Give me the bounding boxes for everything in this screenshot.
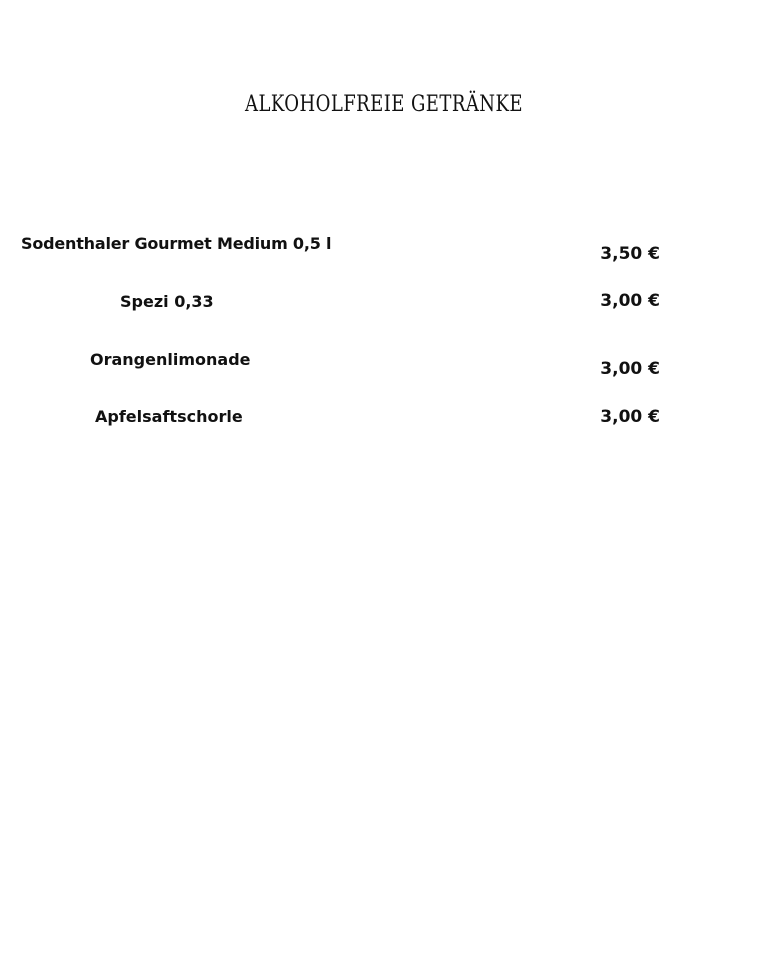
menu-title: ALKOHOLFREIE GETRÄNKE <box>245 92 523 117</box>
menu-item-name: Orangenlimonade <box>90 350 251 369</box>
menu-item-price: 3,00 € <box>600 359 660 379</box>
menu-item-price: 3,00 € <box>600 407 660 427</box>
menu-item-name: Sodenthaler Gourmet Medium 0,5 l <box>21 234 332 253</box>
menu-item-price: 3,00 € <box>600 291 660 311</box>
menu-item-name: Spezi 0,33 <box>120 292 214 311</box>
menu-item-name: Apfelsaftschorle <box>95 407 243 426</box>
menu-item-price: 3,50 € <box>600 244 660 264</box>
